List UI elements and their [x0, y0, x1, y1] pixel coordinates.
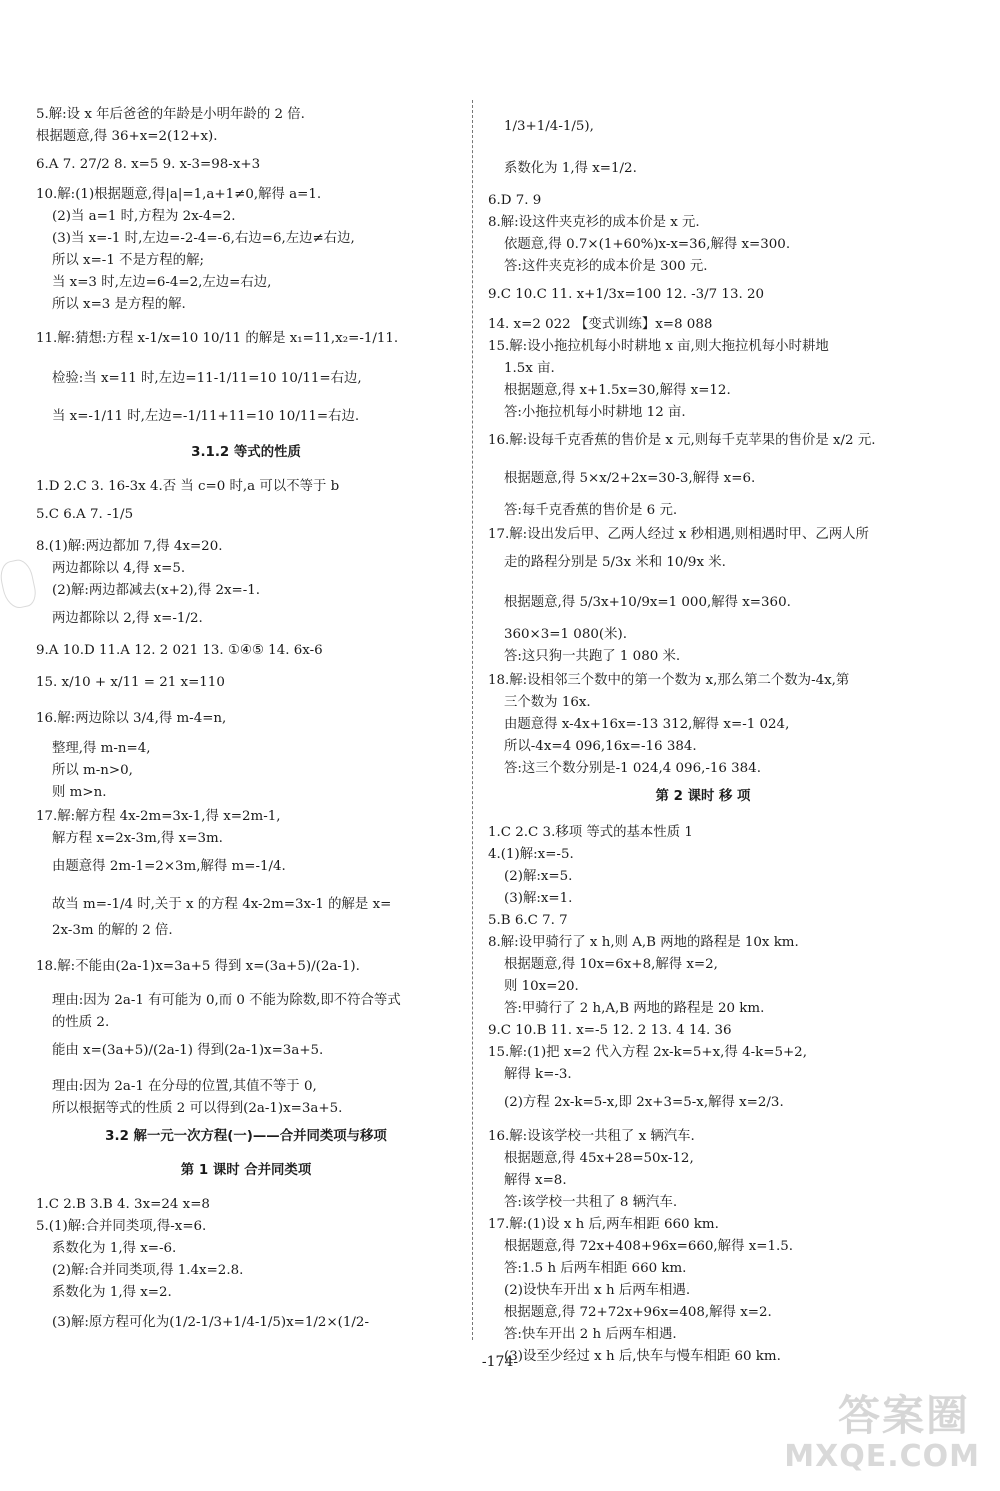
right-answer-line: 16.解:设该学校一共租了 x 辆汽车.: [488, 1129, 695, 1144]
left-answer-line: 根据题意,得 36+x=2(12+x).: [36, 129, 218, 144]
left-answer-line: 的性质 2.: [52, 1015, 110, 1030]
left-answer-line: 能由 x=(3a+5)/(2a-1) 得到(2a-1)x=3a+5.: [52, 1043, 324, 1058]
right-answer-line: 360×3=1 080(米).: [504, 627, 627, 642]
right-answer-line: 根据题意,得 10x=6x+8,解得 x=2,: [504, 957, 718, 972]
right-answer-line: 走的路程分别是 5/3x 米和 10/9x 米.: [504, 555, 726, 570]
lesson-heading-1: 第 1 课时 合并同类项: [180, 1163, 312, 1178]
right-answer-line: 1/3+1/4-1/5),: [504, 119, 594, 134]
left-answer-line: 5.(1)解:合并同类项,得-x=6.: [36, 1219, 207, 1234]
left-answer-line: (3)当 x=-1 时,左边=-2-4=-6,右边=6,左边≠右边,: [52, 231, 355, 246]
lesson-heading-2: 第 2 课时 移 项: [655, 789, 751, 804]
left-answer-line: 16.解:两边除以 3/4,得 m-4=n,: [36, 711, 227, 726]
section-heading-3-2: 3.2 解一元一次方程(一)——合并同类项与移项: [105, 1129, 387, 1144]
right-answer-line: 答:该学校一共租了 8 辆汽车.: [504, 1195, 678, 1210]
right-answer-line: 由题意得 x-4x+16x=-13 312,解得 x=-1 024,: [504, 717, 790, 732]
left-answer-line: 两边都除以 4,得 x=5.: [52, 561, 186, 576]
right-answer-line: 4.(1)解:x=-5.: [488, 847, 574, 862]
right-answer-line: 则 10x=20.: [504, 979, 579, 994]
left-answer-line: 整理,得 m-n=4,: [52, 741, 151, 756]
right-answer-line: 6.D 7. 9: [488, 193, 542, 208]
right-answer-line: 1.C 2.C 3.移项 等式的基本性质 1: [488, 825, 693, 840]
watermark: [784, 1383, 990, 1483]
right-answer-line: 答:1.5 h 后两车相距 660 km.: [504, 1261, 687, 1276]
left-answer-line: 2x-3m 的解的 2 倍.: [52, 923, 173, 938]
left-answer-line: 系数化为 1,得 x=2.: [52, 1285, 172, 1300]
right-answer-line: 三个数为 16x.: [504, 695, 591, 710]
left-answer-line: (3)解:原方程可化为(1/2-1/3+1/4-1/5)x=1/2×(1/2-: [52, 1315, 369, 1330]
left-answer-line: 所以根据等式的性质 2 可以得到(2a-1)x=3a+5.: [52, 1101, 343, 1116]
right-answer-line: (3)解:x=1.: [504, 891, 573, 906]
left-answer-line: 当 x=3 时,左边=6-4=2,左边=右边,: [52, 275, 272, 290]
left-answer-line: (2)当 a=1 时,方程为 2x-4=2.: [52, 209, 236, 224]
left-answer-line: 11.解:猜想:方程 x-1/x=10 10/11 的解是 x₁=11,x₂=-1/11.: [36, 331, 399, 346]
right-answer-line: 17.解:设出发后甲、乙两人经过 x 秒相遇,则相遇时甲、乙两人所: [488, 527, 869, 542]
left-answer-line: 两边都除以 2,得 x=-1/2.: [52, 611, 203, 626]
watermark-url: MXQE.COM: [784, 1439, 980, 1474]
left-answer-line: 所以 x=-1 不是方程的解;: [52, 253, 204, 268]
left-answer-line: 所以 x=3 是方程的解.: [52, 297, 186, 312]
right-answer-line: 依题意,得 0.7×(1+60%)x-x=36,解得 x=300.: [504, 237, 791, 252]
page-number: -174-: [481, 1354, 519, 1370]
left-answer-line: 18.解:不能由(2a-1)x=3a+5 得到 x=(3a+5)/(2a-1).: [36, 959, 360, 974]
right-answer-line: 1.5x 亩.: [504, 361, 555, 376]
right-answer-line: 答:这三个数分别是-1 024,4 096,-16 384.: [504, 761, 761, 776]
section-heading-3-1-2: 3.1.2 等式的性质: [191, 445, 301, 460]
right-answer-line: 解得 k=-3.: [504, 1067, 572, 1082]
left-answer-line: 6.A 7. 27/2 8. x=5 9. x-3=98-x+3: [36, 157, 261, 172]
left-answer-line: 5.解:设 x 年后爸爸的年龄是小明年龄的 2 倍.: [36, 107, 305, 122]
right-answer-line: 解得 x=8.: [504, 1173, 567, 1188]
left-answer-line: 解方程 x=2x-3m,得 x=3m.: [52, 831, 223, 846]
left-answer-line: 理由:因为 2a-1 有可能为 0,而 0 不能为除数,即不符合等式: [52, 993, 401, 1008]
right-answer-line: 根据题意,得 45x+28=50x-12,: [504, 1151, 694, 1166]
right-answer-line: 17.解:(1)设 x h 后,两车相距 660 km.: [488, 1217, 719, 1232]
left-answer-line: 1.C 2.B 3.B 4. 3x=24 x=8: [36, 1197, 210, 1212]
right-answer-line: 答:每千克香蕉的售价是 6 元.: [504, 503, 678, 518]
left-answer-line: 8.(1)解:两边都加 7,得 4x=20.: [36, 539, 223, 554]
left-answer-line: (2)解:合并同类项,得 1.4x=2.8.: [52, 1263, 244, 1278]
stamp-mark: [0, 557, 39, 611]
right-answer-line: 答:这件夹克衫的成本价是 300 元.: [504, 259, 708, 274]
right-answer-line: 系数化为 1,得 x=1/2.: [504, 161, 637, 176]
right-answer-line: (2)方程 2x-k=5-x,即 2x+3=5-x,解得 x=2/3.: [504, 1095, 784, 1110]
left-answer-line: 由题意得 2m-1=2×3m,解得 m=-1/4.: [52, 859, 286, 874]
right-answer-line: 5.B 6.C 7. 7: [488, 913, 568, 928]
right-answer-line: 根据题意,得 72+72x+96x=408,解得 x=2.: [504, 1305, 772, 1320]
left-answer-line: 9.A 10.D 11.A 12. 2 021 13. ①④⑤ 14. 6x-6: [36, 643, 323, 658]
right-answer-line: 答:小拖拉机每小时耕地 12 亩.: [504, 405, 686, 420]
left-answer-line: 10.解:(1)根据题意,得|a|=1,a+1≠0,解得 a=1.: [36, 187, 322, 202]
right-answer-line: 答:甲骑行了 2 h,A,B 两地的路程是 20 km.: [504, 1001, 765, 1016]
right-answer-line: 15.解:(1)把 x=2 代入方程 2x-k=5+x,得 4-k=5+2,: [488, 1045, 807, 1060]
right-answer-line: 根据题意,得 5/3x+10/9x=1 000,解得 x=360.: [504, 595, 791, 610]
left-answer-line: 5.C 6.A 7. -1/5: [36, 507, 134, 522]
left-answer-line: 15. x/10 + x/11 = 21 x=110: [36, 675, 225, 690]
right-answer-line: 18.解:设相邻三个数中的第一个数为 x,那么第二个数为-4x,第: [488, 673, 850, 688]
watermark-logo: 答案圈: [837, 1391, 970, 1440]
left-answer-line: 17.解:解方程 4x-2m=3x-1,得 x=2m-1,: [36, 809, 281, 824]
left-answer-line: (2)解:两边都减去(x+2),得 2x=-1.: [52, 583, 261, 598]
right-answer-line: 8.解:设甲骑行了 x h,则 A,B 两地的路程是 10x km.: [488, 935, 799, 950]
left-answer-line: 检验:当 x=11 时,左边=11-1/11=10 10/11=右边,: [52, 371, 362, 386]
right-answer-line: (2)解:x=5.: [504, 869, 573, 884]
left-answer-line: 理由:因为 2a-1 在分母的位置,其值不等于 0,: [52, 1079, 317, 1094]
right-answer-line: 根据题意,得 x+1.5x=30,解得 x=12.: [504, 383, 731, 398]
column-divider: [472, 100, 473, 1340]
right-answer-line: 8.解:设这件夹克衫的成本价是 x 元.: [488, 215, 700, 230]
left-answer-line: 所以 m-n>0,: [52, 763, 133, 778]
right-answer-line: (2)设快车开出 x h 后两车相遇.: [504, 1283, 691, 1298]
left-answer-line: 故当 m=-1/4 时,关于 x 的方程 4x-2m=3x-1 的解是 x=: [52, 897, 392, 912]
right-answer-line: 根据题意,得 72x+408+96x=660,解得 x=1.5.: [504, 1239, 794, 1254]
left-answer-line: 系数化为 1,得 x=-6.: [52, 1241, 177, 1256]
right-answer-line: 答:快车开出 2 h 后两车相遇.: [504, 1327, 677, 1342]
right-answer-line: 根据题意,得 5×x/2+2x=30-3,解得 x=6.: [504, 471, 756, 486]
left-answer-line: 当 x=-1/11 时,左边=-1/11+11=10 10/11=右边.: [52, 409, 360, 424]
right-answer-line: 9.C 10.B 11. x=-5 12. 2 13. 4 14. 36: [488, 1023, 732, 1038]
right-answer-line: 14. x=2 022 【变式训练】x=8 088: [488, 317, 713, 332]
left-answer-line: 1.D 2.C 3. 16-3x 4.否 当 c=0 时,a 可以不等于 b: [36, 479, 340, 494]
right-answer-line: (3)设至少经过 x h 后,快车与慢车相距 60 km.: [504, 1349, 781, 1364]
left-answer-line: 则 m>n.: [52, 785, 107, 800]
right-answer-line: 15.解:设小拖拉机每小时耕地 x 亩,则大拖拉机每小时耕地: [488, 339, 829, 354]
right-answer-line: 答:这只狗一共跑了 1 080 米.: [504, 649, 681, 664]
right-answer-line: 9.C 10.C 11. x+1/3x=100 12. -3/7 13. 20: [488, 287, 765, 302]
right-answer-line: 所以-4x=4 096,16x=-16 384.: [504, 739, 697, 754]
right-answer-line: 16.解:设每千克香蕉的售价是 x 元,则每千克苹果的售价是 x/2 元.: [488, 433, 876, 448]
